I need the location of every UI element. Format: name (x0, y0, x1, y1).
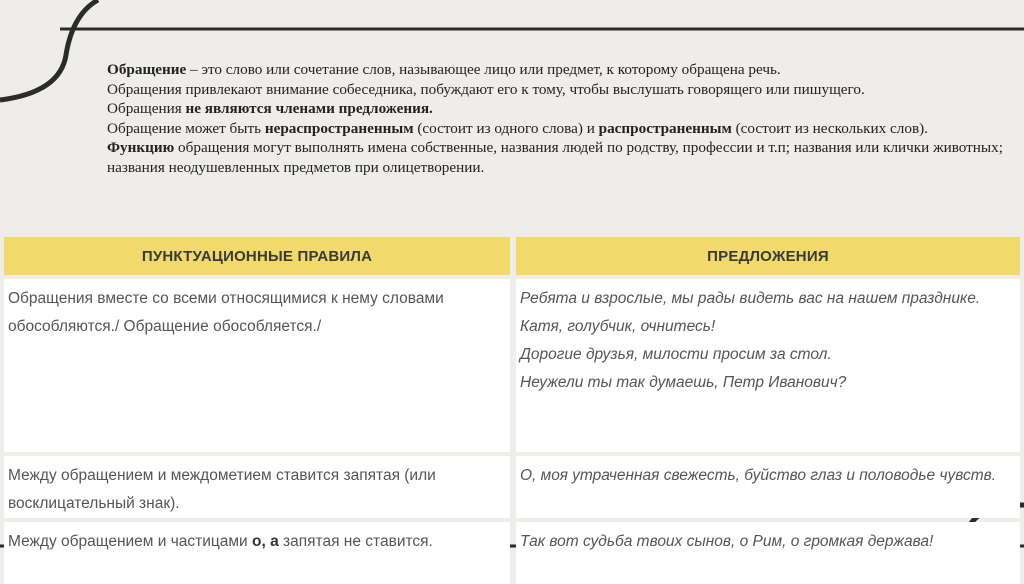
table-row (4, 522, 1020, 584)
table-row (4, 456, 1020, 518)
intro-definition: Обращение – это слово или сочетание слов, называющее лицо или предмет, к которому обращена речь. (107, 61, 781, 78)
rule-cell: Между обращением и междометием ставится запятая (или восклицательный знак). (4, 456, 510, 518)
examples-cell (516, 522, 1020, 584)
example-line: Ребята и взрослые, мы рады видеть вас на нашем празднике. (520, 290, 981, 307)
intro-not-members: Обращения не являются членами предложения. (107, 100, 433, 117)
top-curve-line (0, 0, 98, 100)
examples-cell (516, 456, 1020, 518)
example-line: Неужели ты так думаешь, Петр Иванович? (520, 374, 847, 391)
intro-types: Обращение может быть нераспространенным (состоит из одного слова) и распространенным (состоит из нескольких слов). (107, 119, 928, 137)
examples-cell (516, 279, 1020, 452)
term-obrashchenie: Обращение (107, 61, 187, 78)
intro-text (107, 60, 1007, 177)
intro-purpose: Обращения привлекают внимание собеседника, побуждают его к тому, чтобы выслушать говорящего или пишущего. (107, 80, 865, 98)
particles-o-a: о, а (252, 533, 279, 550)
example-line: Дорогие друзья, милости просим за стол. (520, 346, 832, 363)
table-row (4, 279, 1020, 452)
header-sentences: ПРЕДЛОЖЕНИЯ (516, 237, 1020, 275)
example-line: О, моя утраченная свежесть, буйство глаз и половодье чувств. (520, 467, 997, 484)
example-line: Катя, голубчик, очнитесь! (520, 318, 716, 335)
example-line: Так вот судьба твоих сынов, о Рим, о громкая держава! (520, 533, 934, 550)
intro-function: Функцию обращения могут выполнять имена собственные, названия людей по родству, профессии и т.п; названия или клички животных; названия неодушевленных предметов при олицетворении. (107, 139, 1003, 176)
rules-table (4, 237, 1020, 584)
header-rules: ПУНКТУАЦИОННЫЕ ПРАВИЛА (4, 237, 510, 275)
rule-cell: Обращения вместе со всеми относящимися к нему словами обособляются./ Обращение обособляется./ (4, 279, 510, 452)
table-header-row (4, 237, 1020, 275)
rule-cell: Между обращением и частицами о, а запятая не ставится. (4, 522, 510, 584)
